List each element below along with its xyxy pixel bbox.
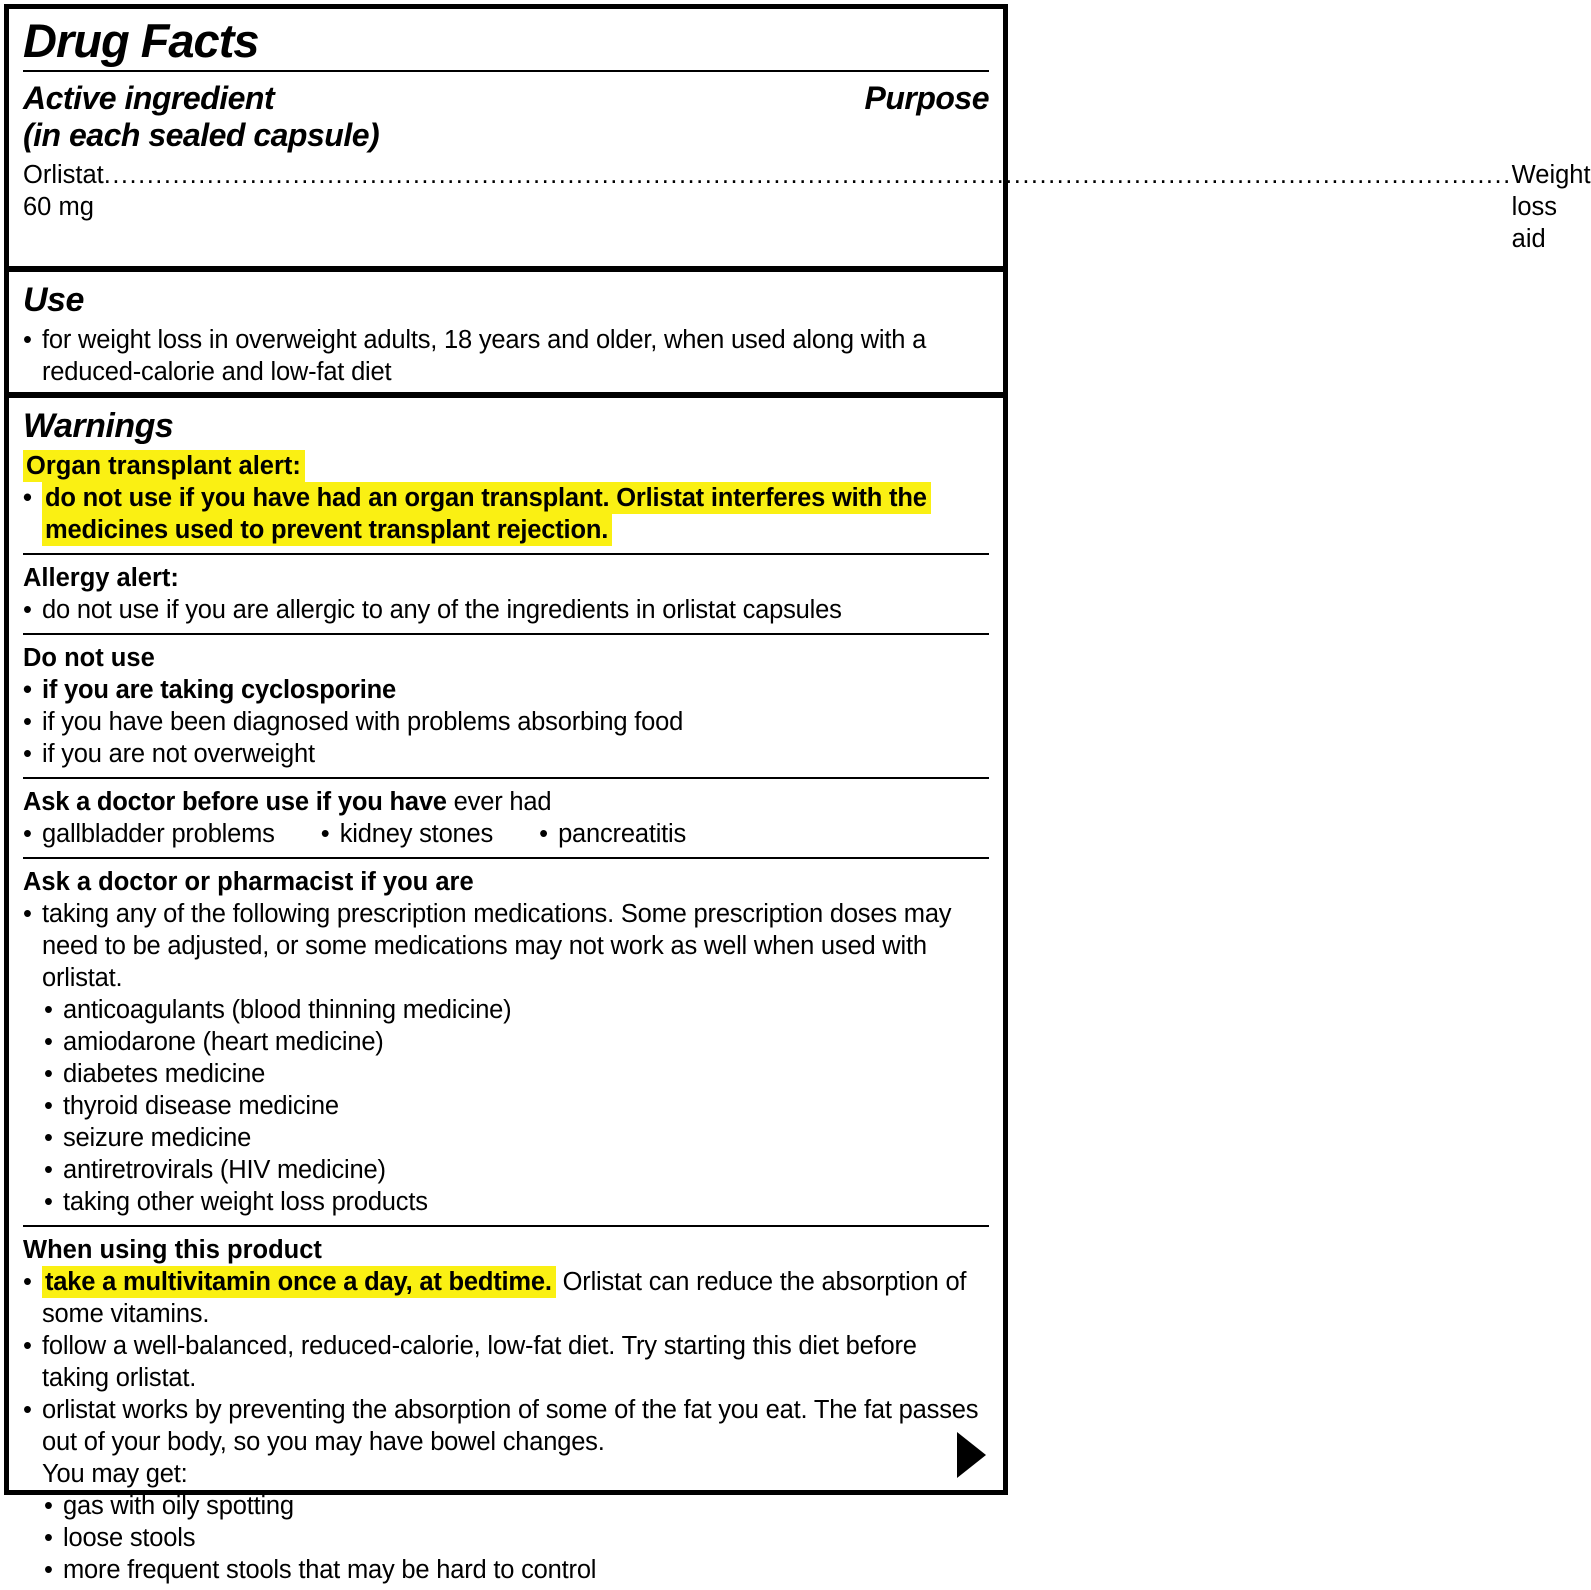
bullet-marker: • bbox=[44, 1188, 53, 1216]
when-using-bullet-how-it-works: • orlistat works by preventing the absorption of some of the fat you eat. The fat passes out of your body, so you may have bowel changes. bbox=[23, 1396, 979, 1456]
active-ingredient-heading bbox=[23, 80, 379, 154]
condition-item: • gallbladder problems bbox=[23, 820, 275, 848]
allergy-bullet: • do not use if you are allergic to any of the ingredients in orlistat capsules bbox=[23, 596, 842, 624]
organ-transplant-heading: Organ transplant alert: bbox=[23, 450, 989, 482]
bullet-marker: • bbox=[44, 1124, 53, 1152]
bullet-marker: • bbox=[44, 1092, 53, 1120]
purpose-value: Weight loss aid bbox=[1511, 161, 1591, 253]
when-using-bullet-diet: • follow a well-balanced, reduced-calorie, low-fat diet. Try starting this diet before taking orlistat. bbox=[23, 1332, 917, 1392]
side-effect-item: • gas with oily spotting bbox=[44, 1492, 294, 1520]
drug-facts-label bbox=[4, 4, 1591, 1584]
ask-doctor-pharmacist-heading: Ask a doctor or pharmacist if you are bbox=[23, 868, 474, 896]
condition-item: • kidney stones bbox=[320, 820, 494, 848]
do-not-use-heading: Do not use bbox=[23, 644, 155, 672]
bullet-marker: • bbox=[23, 1332, 32, 1360]
when-using-bullet-multivitamin: • take a multivitamin once a day, at bedtime. Orlistat can reduce the absorption of some vitamins. bbox=[23, 1268, 967, 1328]
subsection-divider bbox=[23, 777, 989, 779]
bullet-marker: • bbox=[44, 996, 53, 1024]
side-effect-item: • more frequent stools that may be hard to control bbox=[44, 1556, 597, 1584]
bullet-marker: • bbox=[320, 820, 330, 848]
organ-transplant-bullet: • do not use if you have had an organ transplant. Orlistat interferes with the medicines used to prevent transplant rejection. bbox=[23, 482, 989, 546]
header-section bbox=[9, 14, 1591, 255]
use-bullet: • for weight loss in overweight adults, 18 years and older, when used along with a reduced-calorie and low-fat diet bbox=[23, 326, 927, 386]
bullet-marker: • bbox=[44, 1492, 53, 1520]
bullet-marker: • bbox=[23, 1396, 32, 1424]
ask-doctor-subsection bbox=[23, 786, 989, 850]
do-not-use-bullet: • if you have been diagnosed with problems absorbing food bbox=[23, 708, 684, 736]
medication-item: • thyroid disease medicine bbox=[44, 1092, 339, 1120]
title-divider bbox=[23, 70, 989, 72]
ask-doctor-pharmacist-subsection bbox=[23, 866, 989, 1218]
medications-intro-bullet: • taking any of the following prescription medications. Some prescription doses may need to be adjusted, or some medications may not work as well when used with orlistat. bbox=[23, 900, 952, 992]
side-effect-item: • loose stools bbox=[44, 1524, 196, 1552]
bullet-marker: • bbox=[539, 820, 548, 848]
subsection-divider bbox=[23, 553, 989, 555]
bullet-marker: • bbox=[23, 708, 32, 736]
page-title: Drug Facts bbox=[23, 14, 259, 67]
allergy-subsection bbox=[23, 562, 989, 626]
subsection-divider bbox=[23, 857, 989, 859]
warnings-heading: Warnings bbox=[23, 407, 174, 445]
medications-list bbox=[44, 994, 989, 1218]
do-not-use-subsection bbox=[23, 642, 989, 770]
use-heading: Use bbox=[23, 281, 84, 319]
bullet-marker: • bbox=[23, 676, 32, 704]
bullet-marker: • bbox=[23, 596, 32, 624]
ask-doctor-heading: Ask a doctor before use if you have ever had bbox=[23, 788, 552, 816]
ask-doctor-conditions bbox=[23, 818, 989, 850]
when-using-subsection bbox=[23, 1234, 989, 1586]
dot-leader bbox=[104, 159, 1512, 191]
bullet-marker: • bbox=[23, 900, 32, 928]
use-section bbox=[9, 272, 1003, 392]
condition-item: • pancreatitis bbox=[539, 820, 687, 848]
bullet-marker: • bbox=[44, 1156, 53, 1184]
do-not-use-bullet: • if you are not overweight bbox=[23, 740, 315, 768]
do-not-use-bullet: • if you are taking cyclosporine bbox=[23, 676, 396, 704]
when-using-heading: When using this product bbox=[23, 1236, 322, 1264]
ingredient-purpose-line bbox=[23, 159, 1591, 255]
bullet-marker: • bbox=[23, 820, 32, 848]
bullet-marker: • bbox=[44, 1028, 53, 1056]
continuation-arrow-icon bbox=[957, 1432, 986, 1478]
purpose-heading: Purpose bbox=[864, 80, 989, 116]
active-ingredient-row bbox=[23, 80, 989, 154]
warnings-section bbox=[9, 398, 1003, 1590]
you-may-get-line: You may get: bbox=[42, 1460, 188, 1488]
bullet-marker: • bbox=[23, 1268, 32, 1296]
subsection-divider bbox=[23, 633, 989, 635]
medication-item: • seizure medicine bbox=[44, 1124, 252, 1152]
subsection-divider bbox=[23, 1225, 989, 1227]
medication-item: • diabetes medicine bbox=[44, 1060, 266, 1088]
bullet-marker: • bbox=[44, 1524, 53, 1552]
bullet-marker: • bbox=[23, 484, 32, 512]
ingredient-name: Orlistat 60 mg bbox=[23, 161, 104, 221]
medication-item: • anticoagulants (blood thinning medicine) bbox=[44, 996, 512, 1024]
bullet-marker: • bbox=[44, 1060, 53, 1088]
bullet-marker: • bbox=[23, 740, 32, 768]
bullet-marker: • bbox=[44, 1556, 53, 1584]
medication-item: • taking other weight loss products bbox=[44, 1188, 428, 1216]
side-effects-list bbox=[44, 1490, 989, 1586]
bullet-marker: • bbox=[23, 326, 32, 354]
active-ingredient-heading-line2: (in each sealed capsule) bbox=[23, 117, 380, 153]
medication-item: • amiodarone (heart medicine) bbox=[44, 1028, 384, 1056]
active-ingredient-heading-line1: Active ingredient bbox=[23, 80, 275, 116]
medication-item: • antiretrovirals (HIV medicine) bbox=[44, 1156, 386, 1184]
allergy-heading: Allergy alert: bbox=[23, 564, 179, 592]
organ-transplant-subsection bbox=[23, 450, 989, 546]
